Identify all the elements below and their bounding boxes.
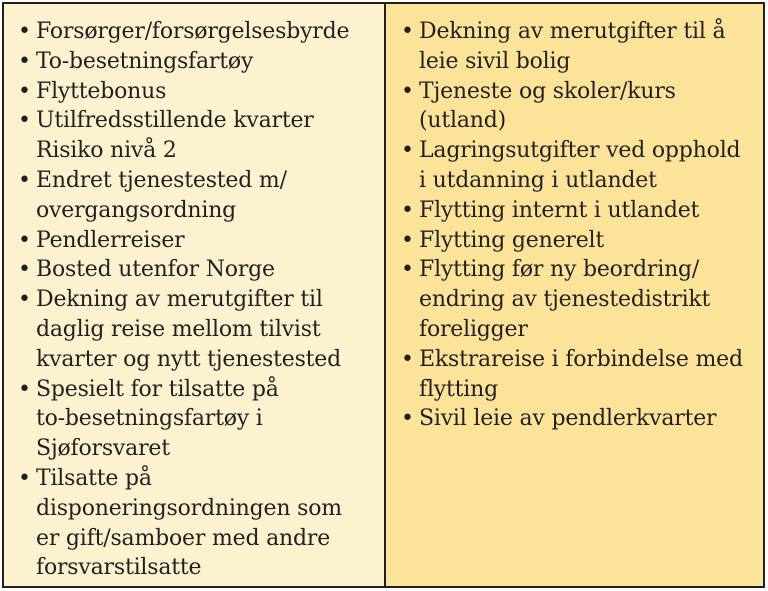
list-item-line: • Lagringsutgifter ved opphold (419, 138, 741, 164)
list-item-line: endring av tjenestedistrikt (419, 287, 711, 313)
list-item (18, 166, 376, 226)
list-item (18, 255, 376, 285)
list-item (401, 404, 755, 434)
list-item-line: • Flytting generelt (419, 227, 604, 253)
list-item-line: forsvarstilsatte (36, 555, 202, 581)
list-item-line: • Bosted utenfor Norge (36, 257, 275, 283)
list-item (18, 285, 376, 374)
list-item-line: • Pendlerreiser (36, 227, 185, 253)
list-item-line: disponeringsordningen som (36, 495, 342, 521)
list-item-line: leie sivil bolig (419, 48, 571, 74)
list-item-line: • Dekning av merutgifter til å (419, 19, 726, 44)
list-item (18, 464, 376, 583)
list-item-line: to-besetningsfartøy i (36, 406, 263, 432)
list-item-line: • To-besetningsfartøy (36, 48, 254, 74)
list-item (18, 77, 376, 107)
list-item (401, 226, 755, 256)
list-item-line: • Ekstrareise i forbindelse med (419, 346, 743, 372)
list-item (401, 136, 755, 196)
list-item-line: flytting (419, 376, 498, 402)
list-item-line: • Flytting før ny beordring/ (419, 257, 700, 283)
list-item-line: Sjøforsvaret (36, 436, 170, 462)
list-item-line: • Dekning av merutgifter til (36, 287, 323, 313)
list-item-line: • Tilsatte på (36, 465, 152, 491)
list-item-line: • Flytting internt i utlandet (419, 197, 700, 223)
list-item-line: • Flyttebonus (36, 78, 167, 104)
right-bullet-list (401, 17, 755, 434)
list-item (401, 345, 755, 405)
list-item (18, 226, 376, 256)
list-item-line: • Sivil leie av pendlerkvarter (419, 406, 717, 432)
list-item (18, 47, 376, 77)
list-item-line: kvarter og nytt tjenestested (36, 346, 342, 372)
left-column (4, 4, 386, 586)
list-item (18, 17, 376, 47)
list-item (401, 17, 755, 77)
list-item (401, 77, 755, 137)
list-item-line: daglig reise mellom tilvist (36, 316, 321, 342)
list-item-line: er gift/samboer med andre (36, 525, 331, 551)
left-bullet-list (18, 17, 376, 583)
list-item-line: • Utilfredsstillende kvarter (36, 108, 314, 134)
list-item-line: • Tjeneste og skoler/kurs (419, 78, 676, 104)
list-item-line: foreligger (419, 316, 528, 342)
right-column (386, 4, 763, 586)
two-column-table (2, 2, 765, 588)
list-item-line: i utdanning i utlandet (419, 167, 657, 193)
list-item (401, 255, 755, 344)
list-item-line: overgangsordning (36, 197, 237, 223)
list-item (18, 375, 376, 464)
list-item-line: • Spesielt for tilsatte på (36, 376, 279, 402)
list-item-line: • Endret tjenestested m/ (36, 167, 287, 193)
list-item-line: Risiko nivå 2 (36, 138, 177, 164)
list-item-line: • Forsørger/forsørgelsesbyrde (36, 19, 350, 44)
list-item (18, 106, 376, 166)
list-item (401, 196, 755, 226)
list-item-line: (utland) (419, 108, 506, 134)
